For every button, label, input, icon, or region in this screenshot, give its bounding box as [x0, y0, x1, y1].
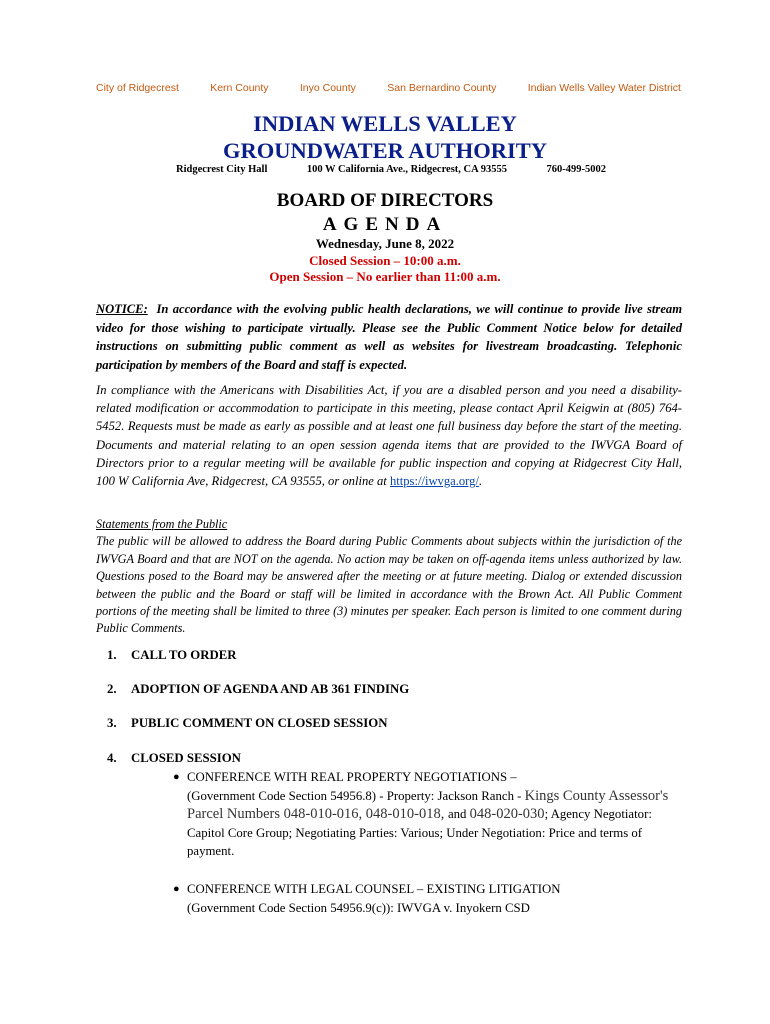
bullet-icon: ● [173, 883, 180, 895]
parcel-last: 048-020-030 [469, 806, 545, 822]
sub-item-detail [187, 787, 687, 861]
address-line [176, 164, 606, 175]
member-kern-county: Kern County [210, 82, 269, 94]
bullet-icon: ● [173, 771, 180, 783]
member-iwv-water-district: Indian Wells Valley Water District [527, 82, 681, 94]
public-statements [96, 516, 682, 638]
item-label: CLOSED SESSION [131, 751, 241, 765]
ada-end: . [478, 474, 483, 489]
sub-item-rest: ; Agency Negotiator: Capitol Core Group; Negotiating Parties: Various; Under Negotiation: Price and terms of payment. [187, 807, 652, 858]
ada-paragraph [96, 381, 682, 490]
item-label: CALL TO ORDER [131, 648, 237, 662]
agenda-item-adoption [107, 682, 409, 697]
sub-item-detail: (Government Code Section 54956.9(c)): IWVGA v. Inyokern CSD [187, 900, 530, 915]
parcel-and: and [447, 807, 470, 821]
meeting-date: Wednesday, June 8, 2022 [315, 236, 455, 251]
open-session-time: Open Session – No earlier than 11:00 a.m. [269, 269, 501, 284]
item-number: 3. [107, 716, 117, 730]
address-street: 100 W California Ave., Ridgecrest, CA 93555 [306, 164, 508, 175]
sub-item-legal-counsel [173, 880, 687, 917]
ada-text: In compliance with the Americans with Disabilities Act, if you are a disabled person and you need a disability-related modification or accommodation to participate in this meeting, please contact April Keigwin at (805) 764-5452. Requests must be made as early as possible and at least one full business day before the start of the meeting. Documents and material relating to an open session agenda items that are provided to the IWVGA Board of Directors prior to a regular meeting will be available for public inspection and copying at Ridgecrest City Hall, 100 W California Ave, Ridgecrest, CA 93555, or online at [96, 383, 682, 489]
member-inyo-county: Inyo County [299, 82, 356, 94]
sub-item-heading: CONFERENCE WITH REAL PROPERTY NEGOTIATIONS – [187, 770, 517, 784]
item-label: ADOPTION OF AGENDA AND AB 361 FINDING [131, 682, 410, 696]
agenda-item-closed-session [107, 751, 241, 766]
authority-title-line1: INDIAN WELLS VALLEY [253, 111, 517, 136]
notice-paragraph [96, 300, 682, 374]
iwvga-website-link[interactable]: https://iwvga.org/ [389, 474, 479, 489]
board-heading: BOARD OF DIRECTORS [276, 190, 494, 211]
authority-title-line2: GROUNDWATER AUTHORITY [223, 138, 547, 163]
sub-item-code: (Government Code Section 54956.8) - Property: Jackson Ranch - [187, 788, 525, 803]
statements-heading: Statements from the Public [96, 517, 228, 531]
member-city-of-ridgecrest: City of Ridgecrest [96, 82, 179, 94]
closed-session-time: Closed Session – 10:00 a.m. [309, 253, 461, 268]
agenda-heading: AGENDA [322, 214, 448, 235]
item-number: 4. [107, 751, 117, 765]
member-san-bernardino-county: San Bernardino County [387, 82, 497, 94]
agenda-item-call-to-order [107, 648, 237, 663]
agenda-item-public-comment [107, 716, 387, 731]
notice-text: In accordance with the evolving public health declarations, we will continue to provide live stream video for those wishing to participate virtually. Please see the Public Comment Notice below for detailed instructions on submitting public comment as well as websites for livestream broadcasting. Telephonic participation by members of the Board and staff is expected. [96, 302, 682, 372]
parcel-numbers: Kings County Assessor's Parcel Numbers 048-010-016, 048-010-018, [187, 787, 669, 822]
member-agencies [96, 82, 681, 94]
item-label: PUBLIC COMMENT ON CLOSED SESSION [131, 716, 388, 730]
address-phone: 760-499-5002 [546, 164, 606, 175]
sub-item-real-property [173, 768, 687, 861]
address-place: Ridgecrest City Hall [176, 164, 268, 175]
item-number: 1. [107, 648, 117, 662]
statements-text: The public will be allowed to address the Board during Public Comments about subjects within the jurisdiction of the IWVGA Board and that are NOT on the agenda. No action may be taken on off-agenda items unless authorized by law. Questions posed to the Board may be answered after the meeting or at future meeting. Dialog or extended discussion between the public and the Board or staff will be limited in accordance with the Brown Act. All Public Comment portions of the meeting shall be limited to three (3) minutes per speaker. Each person is limited to one comment during Public Comments. [96, 534, 682, 636]
item-number: 2. [107, 682, 117, 696]
sub-item-heading: CONFERENCE WITH LEGAL COUNSEL – EXISTING LITIGATION [187, 882, 561, 896]
notice-label: NOTICE: [96, 302, 148, 316]
